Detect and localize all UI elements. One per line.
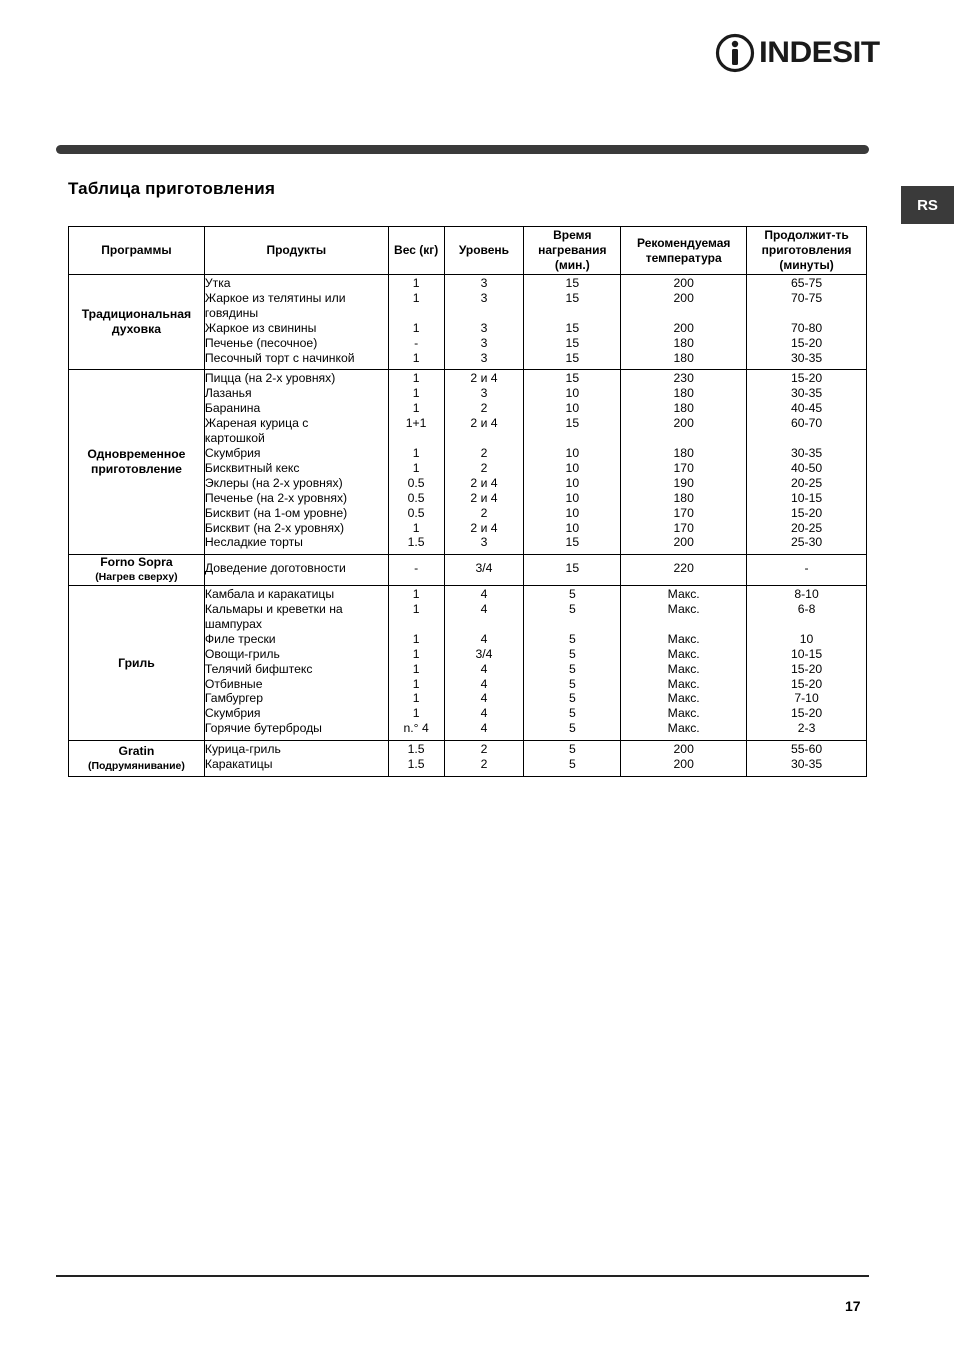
temp-cell <box>621 275 747 370</box>
duration-value: 15-20 <box>790 371 823 386</box>
weight-cell <box>388 741 444 777</box>
weight-cell <box>388 586 444 741</box>
duration-value: 15-20 <box>790 335 823 350</box>
level-value: 3 <box>480 535 488 550</box>
preheat-value: 15 <box>565 561 580 576</box>
level-value: 3 <box>480 335 488 350</box>
product-line: Несладкие торты <box>204 535 303 550</box>
weight-value: 1 <box>412 320 420 335</box>
header-duration: Продолжит-ть приготовления (минуты) <box>747 227 867 275</box>
product-line: Песочный торт с начинкой <box>204 350 355 365</box>
duration-value: 40-45 <box>790 401 823 416</box>
preheat-cell <box>524 741 621 777</box>
preheat-value: 15 <box>565 335 580 350</box>
temp-value: Макс. <box>667 602 700 617</box>
level-value: 2 и 4 <box>470 520 498 535</box>
product-line: Печенье (песочное) <box>204 335 318 350</box>
preheat-value: 5 <box>568 721 576 736</box>
product-line: Телячий бифштекс <box>204 661 313 676</box>
level-value: 2 <box>480 742 488 757</box>
product-line: Эклеры (на 2-х уровнях) <box>204 475 343 490</box>
temp-value: 200 <box>673 290 694 305</box>
duration-value: 30-35 <box>790 350 823 365</box>
temp-value: 170 <box>673 460 694 475</box>
temp-value: Макс. <box>667 587 700 602</box>
product-line: Жареная курица с <box>204 416 309 431</box>
program-cell <box>69 555 205 586</box>
weight-value: 1 <box>412 646 420 661</box>
header-weight: Вес (кг) <box>388 227 444 275</box>
table-row <box>69 370 867 555</box>
level-value: 2 и 4 <box>470 475 498 490</box>
preheat-value: 5 <box>568 602 576 617</box>
temp-value: Макс. <box>667 646 700 661</box>
level-value: 3 <box>480 386 488 401</box>
preheat-value: 15 <box>565 276 580 290</box>
duration-cell <box>747 370 867 555</box>
preheat-value: 10 <box>565 490 580 505</box>
preheat-value: 5 <box>568 706 576 721</box>
temp-cell <box>621 586 747 741</box>
level-value: 4 <box>480 691 488 706</box>
header-rule <box>56 145 869 154</box>
weight-cell <box>388 555 444 586</box>
duration-value: 8-10 <box>794 587 819 602</box>
level-value: 3 <box>480 290 488 305</box>
weight-value: 1 <box>412 350 420 365</box>
product-line: Гамбургер <box>204 691 263 706</box>
duration-value: 65-75 <box>790 276 823 290</box>
product-line: Овощи-гриль <box>204 646 280 661</box>
level-value: 2 <box>480 505 488 520</box>
header-temperature: Рекомендуемая температура <box>621 227 747 275</box>
preheat-value: 5 <box>568 661 576 676</box>
duration-value: 10 <box>799 631 814 646</box>
temp-value: 190 <box>673 475 694 490</box>
temp-value: 200 <box>673 535 694 550</box>
duration-value: 7-10 <box>794 691 819 706</box>
product-cell <box>204 370 388 555</box>
preheat-value: 10 <box>565 445 580 460</box>
duration-value: 10-15 <box>790 646 823 661</box>
table-body <box>69 275 867 777</box>
preheat-value: 10 <box>565 460 580 475</box>
level-value: 4 <box>480 631 488 646</box>
program-name: Forno Sopra <box>100 555 173 570</box>
spacer-line <box>524 431 620 446</box>
preheat-value: 10 <box>565 386 580 401</box>
level-value: 3 <box>480 350 488 365</box>
preheat-value: 15 <box>565 416 580 431</box>
duration-value: 30-35 <box>790 386 823 401</box>
duration-value: 6-8 <box>797 602 816 617</box>
level-value: 3/4 <box>475 561 493 576</box>
cooking-table <box>68 226 867 777</box>
program-name: Gratin <box>118 743 155 758</box>
weight-value: 1 <box>412 631 420 646</box>
duration-value: 40-50 <box>790 460 823 475</box>
level-value: 4 <box>480 602 488 617</box>
duration-cell <box>747 555 867 586</box>
level-value: 4 <box>480 661 488 676</box>
level-value: 3/4 <box>475 646 493 661</box>
preheat-value: 15 <box>565 535 580 550</box>
product-line: Филе трески <box>204 631 276 646</box>
weight-value: n.° 4 <box>403 721 429 736</box>
preheat-value: 10 <box>565 401 580 416</box>
temp-value: Макс. <box>667 706 700 721</box>
indesit-i-icon <box>715 32 755 74</box>
temp-value: 170 <box>673 520 694 535</box>
temp-value: 180 <box>673 386 694 401</box>
duration-value: 15-20 <box>790 661 823 676</box>
product-line: Жаркое из телятины или <box>204 290 346 305</box>
product-cell <box>204 555 388 586</box>
weight-value: 1 <box>412 676 420 691</box>
preheat-value: 10 <box>565 520 580 535</box>
spacer-line <box>389 431 444 446</box>
weight-value: 1 <box>412 290 420 305</box>
brand-wordmark: INDESIT <box>759 36 880 69</box>
footer-rule <box>56 1275 869 1277</box>
spacer-line <box>524 306 620 321</box>
product-line: Скумбрия <box>204 445 261 460</box>
program-name: Традициональная духовка <box>81 307 192 337</box>
product-line: Скумбрия <box>204 706 261 721</box>
weight-value: - <box>414 335 419 350</box>
temp-value: Макс. <box>667 631 700 646</box>
preheat-cell <box>524 555 621 586</box>
temp-value: 180 <box>673 335 694 350</box>
weight-value: 1 <box>412 276 420 290</box>
product-line: Утка <box>204 276 231 290</box>
duration-value: 20-25 <box>790 475 823 490</box>
product-line: Кальмары и креветки на <box>204 602 343 617</box>
product-cell <box>204 741 388 777</box>
temp-value: 180 <box>673 445 694 460</box>
preheat-value: 5 <box>568 631 576 646</box>
temp-value: 200 <box>673 742 694 757</box>
product-line: Горячие бутерброды <box>204 721 322 736</box>
duration-cell <box>747 741 867 777</box>
spacer-line <box>389 617 444 632</box>
preheat-value: 5 <box>568 691 576 706</box>
preheat-value: 5 <box>568 757 576 772</box>
spacer-line <box>621 306 746 321</box>
level-cell <box>444 370 524 555</box>
weight-value: 1 <box>412 371 420 386</box>
product-line: картошкой <box>204 431 265 446</box>
page-title: Таблица приготовления <box>68 179 276 198</box>
preheat-value: 15 <box>565 350 580 365</box>
preheat-value: 10 <box>565 505 580 520</box>
program-name: Гриль <box>118 655 155 670</box>
temp-value: 230 <box>673 371 694 386</box>
program-cell <box>69 741 205 777</box>
preheat-cell <box>524 586 621 741</box>
level-value: 4 <box>480 676 488 691</box>
table-row <box>69 555 867 586</box>
preheat-value: 15 <box>565 320 580 335</box>
level-value: 2 и 4 <box>470 490 498 505</box>
level-value: 3 <box>480 320 488 335</box>
duration-value: 30-35 <box>790 445 823 460</box>
duration-value: 10-15 <box>790 490 823 505</box>
weight-value: - <box>414 561 419 576</box>
level-value: 4 <box>480 587 488 602</box>
level-value: 2 и 4 <box>470 416 498 431</box>
table-row <box>69 586 867 741</box>
preheat-value: 5 <box>568 587 576 602</box>
header-products: Продукты <box>204 227 388 275</box>
temp-value: 180 <box>673 401 694 416</box>
temp-cell <box>621 555 747 586</box>
weight-value: 0.5 <box>407 490 425 505</box>
product-line: Доведение доготовности <box>204 561 346 576</box>
weight-value: 1.5 <box>407 757 425 772</box>
spacer-line <box>621 431 746 446</box>
product-line: говядины <box>204 305 259 320</box>
duration-value: 15-20 <box>790 505 823 520</box>
temp-value: 200 <box>673 757 694 772</box>
temp-value: 170 <box>673 505 694 520</box>
preheat-cell <box>524 275 621 370</box>
weight-value: 1.5 <box>407 742 425 757</box>
level-cell <box>444 741 524 777</box>
temp-value: Макс. <box>667 721 700 736</box>
program-cell <box>69 275 205 370</box>
weight-value: 1 <box>412 706 420 721</box>
spacer-line <box>747 431 866 446</box>
header-programs: Программы <box>69 227 205 275</box>
weight-value: 1 <box>412 587 420 602</box>
brand-logo <box>715 32 880 74</box>
weight-cell <box>388 275 444 370</box>
page-number: 17 <box>845 1298 861 1314</box>
product-line: Курица-гриль <box>204 742 281 757</box>
product-line: Печенье (на 2-х уровнях) <box>204 490 348 505</box>
duration-value: 15-20 <box>790 676 823 691</box>
spacer-line <box>445 617 524 632</box>
temp-cell <box>621 741 747 777</box>
temp-value: Макс. <box>667 676 700 691</box>
weight-value: 1+1 <box>405 416 427 431</box>
temp-value: Макс. <box>667 691 700 706</box>
level-value: 2 <box>480 757 488 772</box>
duration-value: 70-75 <box>790 290 823 305</box>
weight-value: 1 <box>412 460 420 475</box>
program-subtitle: (Нагрев сверху) <box>95 571 178 584</box>
weight-value: 1 <box>412 520 420 535</box>
product-line: Бисквитный кекс <box>204 460 300 475</box>
duration-value: 25-30 <box>790 535 823 550</box>
temp-value: 180 <box>673 350 694 365</box>
language-tab: RS <box>901 186 954 224</box>
product-cell <box>204 586 388 741</box>
duration-value: 20-25 <box>790 520 823 535</box>
program-subtitle: (Подрумянивание) <box>87 759 185 772</box>
preheat-value: 15 <box>565 371 580 386</box>
weight-value: 1 <box>412 602 420 617</box>
weight-value: 1 <box>412 401 420 416</box>
duration-value: 60-70 <box>790 416 823 431</box>
level-cell <box>444 275 524 370</box>
product-line: Бисквит (на 1-ом уровне) <box>204 505 348 520</box>
duration-value: 30-35 <box>790 757 823 772</box>
table-row <box>69 275 867 370</box>
duration-cell <box>747 275 867 370</box>
weight-value: 1 <box>412 691 420 706</box>
header-preheat: Время нагревания (мин.) <box>524 227 621 275</box>
program-cell <box>69 586 205 741</box>
weight-value: 0.5 <box>407 505 425 520</box>
spacer-line <box>445 306 524 321</box>
level-value: 4 <box>480 721 488 736</box>
weight-value: 1.5 <box>407 535 425 550</box>
temp-value: 200 <box>673 320 694 335</box>
level-value: 3 <box>480 276 488 290</box>
product-line: шампурах <box>204 616 263 631</box>
product-line: Каракатицы <box>204 757 273 772</box>
weight-value: 1 <box>412 661 420 676</box>
product-cell <box>204 275 388 370</box>
weight-value: 1 <box>412 445 420 460</box>
preheat-value: 15 <box>565 290 580 305</box>
duration-value: 15-20 <box>790 706 823 721</box>
duration-cell <box>747 586 867 741</box>
spacer-line <box>389 306 444 321</box>
level-cell <box>444 555 524 586</box>
duration-value: 55-60 <box>790 742 823 757</box>
product-line: Камбала и каракатицы <box>204 587 335 602</box>
duration-value: 70-80 <box>790 320 823 335</box>
level-cell <box>444 586 524 741</box>
preheat-value: 5 <box>568 676 576 691</box>
product-line: Лазанья <box>204 386 252 401</box>
temp-value: Макс. <box>667 661 700 676</box>
table-row <box>69 741 867 777</box>
spacer-line <box>747 617 866 632</box>
level-value: 2 <box>480 445 488 460</box>
product-line: Пицца (на 2-х уровнях) <box>204 371 336 386</box>
preheat-cell <box>524 370 621 555</box>
product-line: Баранина <box>204 401 261 416</box>
preheat-value: 5 <box>568 742 576 757</box>
program-name: Одновременное приготовление <box>87 447 186 477</box>
preheat-value: 10 <box>565 475 580 490</box>
product-line: Бисквит (на 2-х уровнях) <box>204 520 345 535</box>
spacer-line <box>524 617 620 632</box>
temp-value: 220 <box>673 561 694 576</box>
duration-value: 2-3 <box>797 721 816 736</box>
temp-value: 200 <box>673 276 694 290</box>
header-level: Уровень <box>444 227 524 275</box>
temp-value: 180 <box>673 490 694 505</box>
duration-value: - <box>804 561 809 576</box>
preheat-value: 5 <box>568 646 576 661</box>
level-value: 4 <box>480 706 488 721</box>
spacer-line <box>621 617 746 632</box>
weight-value: 0.5 <box>407 475 425 490</box>
weight-value: 1 <box>412 386 420 401</box>
level-value: 2 <box>480 401 488 416</box>
spacer-line <box>445 431 524 446</box>
temp-cell <box>621 370 747 555</box>
product-line: Отбивные <box>204 676 263 691</box>
level-value: 2 и 4 <box>470 371 498 386</box>
temp-value: 200 <box>673 416 694 431</box>
spacer-line <box>747 306 866 321</box>
program-cell <box>69 370 205 555</box>
weight-cell <box>388 370 444 555</box>
product-line: Жаркое из свинины <box>204 320 317 335</box>
level-value: 2 <box>480 460 488 475</box>
